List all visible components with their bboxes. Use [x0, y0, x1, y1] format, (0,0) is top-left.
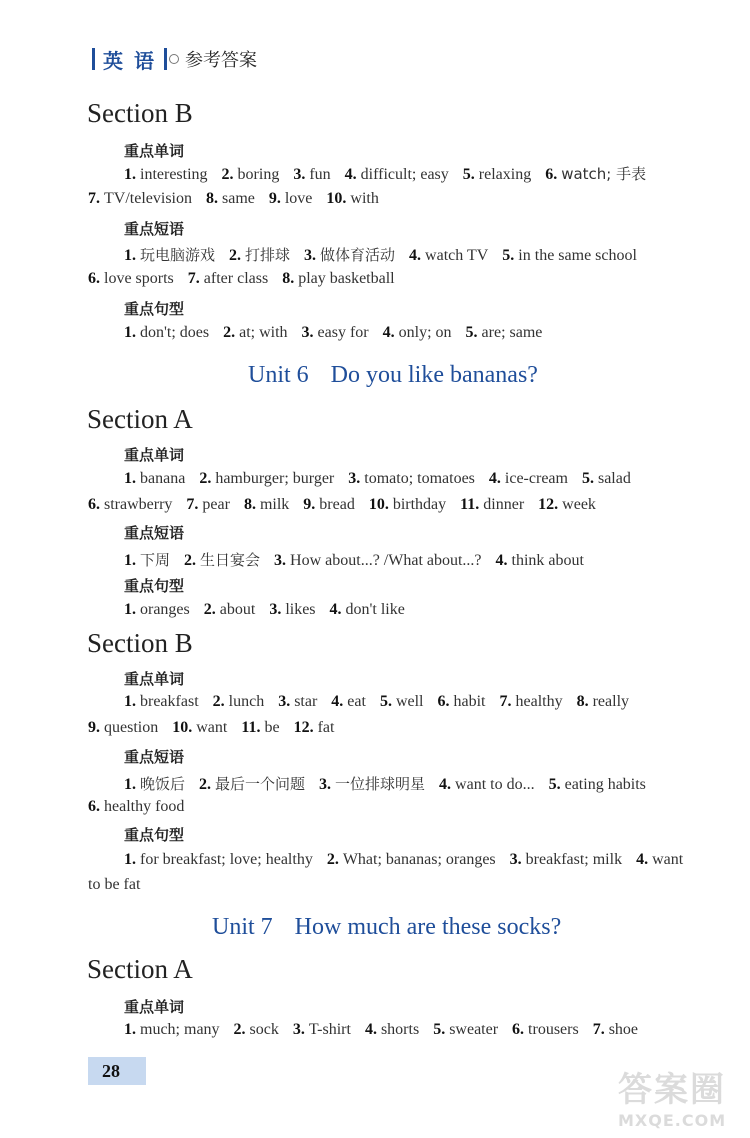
item-text: eating habits — [564, 776, 646, 793]
item-text: be — [264, 719, 280, 736]
item-text: love sports — [104, 270, 174, 287]
item-number: 3. — [293, 166, 310, 183]
item-number: 12. — [293, 719, 318, 736]
item-number: 10. — [368, 496, 393, 513]
answer-item — [365, 1021, 419, 1038]
item-text: 玩电脑游戏 — [140, 246, 216, 264]
item-number: 1. — [124, 552, 140, 569]
answer-item — [269, 190, 313, 207]
answer-item — [303, 496, 355, 513]
item-text: 做体育活动 — [320, 246, 396, 264]
item-text: 一位排球明星 — [335, 775, 426, 793]
page-header — [92, 44, 257, 74]
answer-item — [496, 552, 584, 569]
answer-item — [124, 247, 215, 264]
item-text: fat — [317, 719, 335, 736]
answer-item — [88, 798, 184, 815]
item-number: 11. — [241, 719, 265, 736]
item-text: shoe — [608, 1021, 639, 1038]
answer-item — [500, 693, 563, 710]
item-number: 11. — [460, 496, 484, 513]
item-number: 1. — [124, 247, 140, 264]
item-text: dinner — [483, 496, 525, 513]
answer-item — [213, 693, 265, 710]
answer-item — [463, 166, 531, 183]
answer-item — [88, 876, 140, 893]
header-subject: 英 语 — [103, 48, 156, 73]
answer-item — [510, 851, 622, 868]
item-text: breakfast — [140, 693, 199, 710]
subsection-label: 重点短语 — [124, 524, 185, 542]
item-text: healthy — [515, 693, 563, 710]
item-number: 2. — [199, 470, 216, 487]
item-number: 7. — [499, 693, 516, 710]
item-number: 2. — [326, 851, 343, 868]
item-number: 2. — [223, 324, 240, 341]
answer-item — [293, 1021, 351, 1038]
item-number: 8. — [282, 270, 299, 287]
answer-line — [124, 244, 651, 265]
item-number: 7. — [88, 190, 104, 207]
answer-item — [274, 552, 482, 569]
answer-line — [124, 1021, 652, 1039]
item-text: What; bananas; oranges — [342, 851, 496, 868]
answer-item — [538, 496, 596, 513]
item-text: in the same school — [518, 247, 637, 264]
page-number: 28 — [102, 1060, 120, 1081]
answer-item — [330, 601, 405, 618]
item-number: 5. — [581, 470, 598, 487]
item-number: 4. — [488, 470, 505, 487]
item-number: 5. — [465, 324, 482, 341]
item-text: milk — [259, 496, 290, 513]
answer-item — [369, 496, 446, 513]
item-number: 7. — [187, 270, 204, 287]
item-text: difficult; easy — [360, 166, 449, 183]
answer-item — [88, 270, 174, 287]
item-text: strawberry — [104, 496, 173, 513]
answer-item — [88, 719, 158, 736]
item-number: 2. — [229, 247, 246, 264]
answer-item — [124, 1021, 220, 1038]
item-number: 5. — [433, 1021, 450, 1038]
item-number: 4. — [439, 776, 456, 793]
answer-item — [222, 166, 280, 183]
item-number: 6. — [88, 496, 104, 513]
item-text: easy for — [317, 324, 369, 341]
header-title: 参考答案 — [184, 50, 257, 71]
item-text: only; on — [398, 324, 452, 341]
item-text: healthy food — [104, 798, 185, 815]
item-text: question — [104, 719, 159, 736]
answer-line — [124, 851, 697, 869]
item-text: think about — [511, 552, 584, 569]
answer-item — [124, 470, 185, 487]
item-number: 6. — [545, 166, 562, 183]
item-text: well — [395, 693, 424, 710]
item-number: 3. — [509, 851, 526, 868]
answer-item — [466, 324, 543, 341]
answer-item — [124, 324, 209, 341]
unit-name: How much are these socks? — [294, 914, 562, 940]
item-text: pear — [202, 496, 230, 513]
item-text: don't; does — [140, 324, 210, 341]
answer-line — [124, 324, 556, 342]
watermark-logo — [618, 1062, 742, 1132]
item-number: 1. — [124, 693, 140, 710]
item-text: habit — [453, 693, 486, 710]
item-text: TV/television — [104, 190, 192, 207]
item-number: 2. — [233, 1021, 250, 1038]
item-text: much; many — [140, 1021, 220, 1038]
item-text: salad — [597, 470, 631, 487]
section-heading: Section A — [87, 954, 193, 984]
answer-item — [241, 719, 279, 736]
answer-item — [302, 324, 369, 341]
item-number: 4. — [409, 247, 426, 264]
subsection-label: 重点短语 — [124, 220, 185, 238]
item-number: 1. — [124, 166, 140, 183]
item-text: relaxing — [478, 166, 532, 183]
answer-item — [593, 1021, 638, 1038]
answer-item — [438, 693, 486, 710]
unit-title — [212, 914, 561, 941]
item-text: week — [562, 496, 596, 513]
item-text: sock — [249, 1021, 279, 1038]
item-text: banana — [140, 470, 186, 487]
item-number: 1. — [124, 324, 140, 341]
answer-item — [293, 166, 330, 183]
answer-item — [88, 496, 172, 513]
answer-item — [327, 851, 496, 868]
answer-item — [188, 270, 268, 287]
item-text: fun — [309, 166, 331, 183]
header-bar-right — [164, 48, 167, 70]
answer-line — [124, 163, 660, 184]
item-number: 9. — [88, 719, 104, 736]
item-text: after class — [203, 270, 269, 287]
subsection-label: 重点单词 — [124, 446, 185, 464]
answer-item — [124, 166, 208, 183]
answer-item — [282, 270, 394, 287]
item-number: 9. — [268, 190, 285, 207]
item-text: birthday — [392, 496, 447, 513]
answer-item — [348, 470, 475, 487]
item-number: 1. — [124, 851, 140, 868]
answer-item — [433, 1021, 498, 1038]
answer-item — [124, 776, 185, 793]
unit-name: Do you like bananas? — [330, 362, 538, 388]
answer-item — [186, 496, 230, 513]
answer-line — [88, 496, 610, 514]
answer-item — [489, 470, 568, 487]
watermark-top: 答案圈 — [618, 1070, 726, 1110]
answer-item — [331, 693, 366, 710]
item-number: 5. — [548, 776, 565, 793]
item-text: at; with — [239, 324, 288, 341]
answer-item — [582, 470, 631, 487]
item-text: same — [221, 190, 255, 207]
subsection-label: 重点短语 — [124, 748, 185, 766]
item-number: 3. — [292, 1021, 309, 1038]
answer-item — [184, 552, 260, 569]
answer-line — [88, 876, 154, 894]
answer-item — [124, 693, 199, 710]
section-heading: Section B — [87, 628, 193, 658]
answer-item — [199, 470, 334, 487]
item-number: 4. — [636, 851, 653, 868]
item-text: play basketball — [298, 270, 395, 287]
answer-item — [229, 247, 290, 264]
item-text: to be fat — [88, 876, 141, 893]
answer-item — [545, 166, 646, 183]
item-number: 6. — [88, 270, 104, 287]
item-text: How about...? /What about...? — [290, 552, 482, 569]
subsection-label: 重点单词 — [124, 998, 185, 1016]
answer-item — [269, 601, 315, 618]
item-number: 3. — [348, 470, 365, 487]
item-number: 8. — [576, 693, 593, 710]
answer-line — [124, 470, 645, 488]
item-text: shorts — [380, 1021, 420, 1038]
header-bar-left — [92, 48, 95, 70]
answer-item — [244, 496, 289, 513]
item-number: 2. — [221, 166, 238, 183]
subsection-label: 重点句型 — [124, 826, 185, 844]
item-text: 打排球 — [245, 246, 291, 264]
answer-line — [88, 270, 409, 288]
item-number: 6. — [437, 693, 454, 710]
subsection-label: 重点句型 — [124, 577, 185, 595]
answer-item — [460, 496, 524, 513]
item-text: 最后一个问题 — [215, 775, 306, 793]
item-text: about — [219, 601, 256, 618]
item-text: want — [652, 851, 684, 868]
item-number: 7. — [186, 496, 203, 513]
item-number: 5. — [502, 247, 519, 264]
answer-item — [223, 324, 287, 341]
subsection-label: 重点单词 — [124, 670, 185, 688]
item-text: tomato; tomatoes — [364, 470, 475, 487]
answer-item — [124, 552, 170, 569]
item-number: 4. — [382, 324, 399, 341]
item-number: 2. — [212, 693, 229, 710]
item-text: sweater — [449, 1021, 499, 1038]
subsection-label: 重点句型 — [124, 300, 185, 318]
answer-line — [88, 190, 393, 208]
answer-item — [383, 324, 452, 341]
answer-item — [124, 601, 190, 618]
answer-item — [577, 693, 629, 710]
item-text: watch; 手表 — [561, 165, 647, 183]
answer-line — [124, 693, 643, 711]
section-heading: Section B — [87, 98, 193, 128]
item-number: 1. — [124, 470, 140, 487]
item-text: lunch — [228, 693, 265, 710]
page-number-box — [88, 1057, 146, 1085]
item-text: for breakfast; love; healthy — [140, 851, 313, 868]
answer-item — [206, 190, 255, 207]
item-text: bread — [319, 496, 355, 513]
unit-number: Unit 7 — [212, 914, 273, 940]
answer-item — [345, 166, 449, 183]
item-number: 1. — [124, 601, 140, 618]
unit-title — [248, 362, 538, 389]
answer-item — [549, 776, 646, 793]
item-number: 1. — [124, 1021, 140, 1038]
answer-item — [636, 851, 683, 868]
item-text: want — [196, 719, 228, 736]
answer-item — [304, 247, 395, 264]
item-number: 3. — [269, 601, 286, 618]
answer-item — [502, 247, 637, 264]
item-text: hamburger; burger — [215, 470, 335, 487]
watermark-bottom: MXQE.COM — [618, 1111, 727, 1130]
item-text: ice-cream — [504, 470, 568, 487]
item-number: 6. — [88, 798, 104, 815]
item-text: oranges — [140, 601, 190, 618]
answer-item — [512, 1021, 579, 1038]
item-text: are; same — [481, 324, 543, 341]
item-number: 3. — [278, 693, 295, 710]
item-number: 10. — [326, 190, 351, 207]
item-text: want to do... — [455, 776, 535, 793]
item-number: 2. — [184, 552, 201, 569]
answer-item — [172, 719, 227, 736]
item-text: 下周 — [140, 551, 171, 569]
answer-line — [124, 549, 598, 570]
answer-line — [88, 719, 348, 737]
answer-item — [439, 776, 535, 793]
item-number: 8. — [243, 496, 260, 513]
answer-item — [409, 247, 488, 264]
item-number: 2. — [203, 601, 220, 618]
answer-item — [319, 776, 425, 793]
answer-item — [380, 693, 424, 710]
item-number: 1. — [124, 776, 140, 793]
item-text: likes — [285, 601, 316, 618]
answer-item — [234, 1021, 279, 1038]
answer-item — [199, 776, 305, 793]
item-number: 12. — [538, 496, 563, 513]
item-text: breakfast; milk — [525, 851, 623, 868]
answer-line — [124, 773, 660, 794]
item-text: boring — [237, 166, 280, 183]
answer-item — [326, 190, 378, 207]
circle-icon — [169, 54, 179, 64]
item-number: 3. — [301, 324, 318, 341]
item-number: 10. — [172, 719, 197, 736]
item-text: love — [284, 190, 313, 207]
item-number: 6. — [512, 1021, 529, 1038]
item-number: 4. — [495, 552, 512, 569]
item-number: 3. — [319, 776, 336, 793]
item-text: trousers — [528, 1021, 579, 1038]
item-text: with — [350, 190, 379, 207]
item-number: 7. — [592, 1021, 609, 1038]
answer-item — [124, 851, 313, 868]
answer-line — [124, 601, 419, 619]
item-number: 5. — [379, 693, 396, 710]
item-number: 3. — [274, 552, 291, 569]
item-text: don't like — [345, 601, 405, 618]
item-number: 4. — [344, 166, 361, 183]
item-text: 生日宴会 — [200, 551, 261, 569]
item-text: star — [294, 693, 318, 710]
item-text: 晚饭后 — [140, 775, 186, 793]
section-heading: Section A — [87, 404, 193, 434]
unit-number: Unit 6 — [248, 362, 309, 388]
item-number: 4. — [331, 693, 348, 710]
item-number: 4. — [364, 1021, 381, 1038]
item-number: 5. — [462, 166, 479, 183]
item-text: eat — [347, 693, 366, 710]
subsection-label: 重点单词 — [124, 142, 185, 160]
item-text: T-shirt — [308, 1021, 351, 1038]
answer-item — [278, 693, 317, 710]
item-number: 3. — [304, 247, 321, 264]
answer-line — [88, 798, 198, 816]
item-number: 8. — [205, 190, 222, 207]
item-number: 4. — [329, 601, 346, 618]
item-number: 9. — [303, 496, 320, 513]
item-text: really — [592, 693, 630, 710]
answer-item — [204, 601, 256, 618]
answer-item — [88, 190, 192, 207]
item-number: 2. — [199, 776, 216, 793]
item-text: watch TV — [425, 247, 489, 264]
item-text: interesting — [140, 166, 208, 183]
answer-item — [294, 719, 335, 736]
